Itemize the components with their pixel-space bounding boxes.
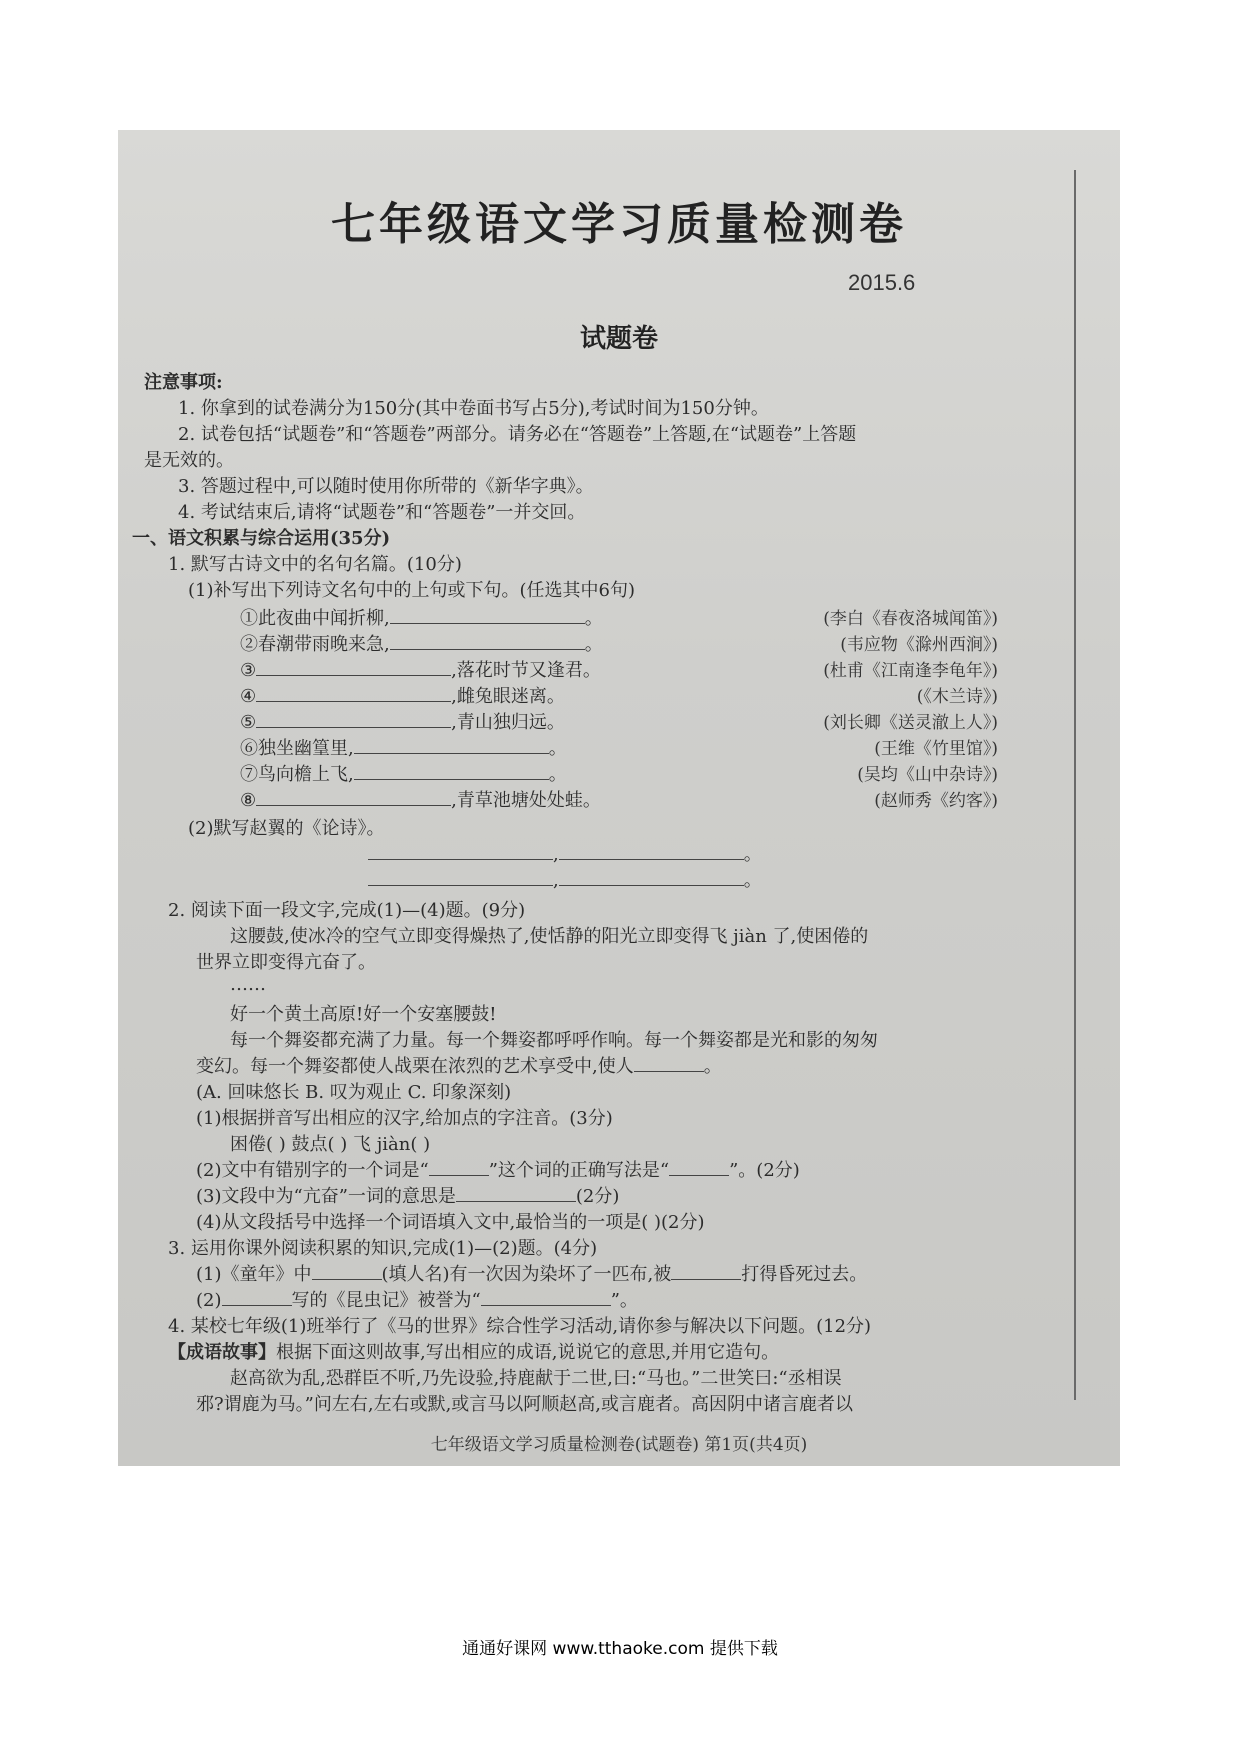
poem-source: (赵师秀《约客》) <box>874 791 998 811</box>
question-2-sub1-items: 困倦( ) 鼓点( ) 飞 jiàn( ) <box>230 1134 431 1155</box>
notes-item: 3. 答题过程中,可以随时使用你所带的《新华字典》。 <box>178 476 594 497</box>
notes-item: 是无效的。 <box>144 450 234 471</box>
passage-line: 每一个舞姿都充满了力量。每一个舞姿都呼呼作响。每一个舞姿都是光和影的匆匆 <box>230 1030 878 1051</box>
notes-heading: 注意事项: <box>144 372 223 393</box>
poem-source: (李白《春夜洛城闻笛》) <box>823 609 998 629</box>
question-2-sub4: (4)从文段括号中选择一个词语填入文中,最恰当的一项是( )(2分) <box>196 1212 705 1233</box>
question-4-stem: 4. 某校七年级(1)班举行了《马的世界》综合性学习活动,请你参与解决以下问题。(12分) <box>168 1316 872 1337</box>
page-footer: 七年级语文学习质量检测卷(试题卷) 第1页(共4页) <box>430 1435 808 1455</box>
answer-line: , 。 <box>368 840 762 866</box>
poem-line: ④ ,雌兔眼迷离。 <box>240 686 565 707</box>
story-line: 邪?谓鹿为马。”问左右,左右或默,或言马以阿顺赵高,或言鹿者。高因阴中诸言鹿者以 <box>196 1394 854 1415</box>
download-credit: 通通好课网 www.tthaoke.com 提供下载 <box>462 1639 778 1659</box>
poem-line: ⑧ ,青草池塘处处蛙。 <box>240 790 601 811</box>
passage-options: (A. 回味悠长 B. 叹为观止 C. 印象深刻) <box>196 1082 512 1103</box>
question-3-sub2: (2) 写的《昆虫记》被誉为“ ”。 <box>196 1290 638 1311</box>
passage-line: 这腰鼓,使冰冷的空气立即变得燥热了,使恬静的阳光立即变得飞 jiàn 了,使困倦的 <box>230 926 869 947</box>
question-1-part2: (2)默写赵翼的《论诗》。 <box>188 818 385 839</box>
question-3-stem: 3. 运用你课外阅读积累的知识,完成(1)—(2)题。(4分) <box>168 1238 598 1259</box>
question-1-part1: (1)补写出下列诗文名句中的上句或下句。(任选其中6句) <box>188 580 635 601</box>
notes-item: 2. 试卷包括“试题卷”和“答题卷”两部分。请务必在“答题卷”上答题,在“试题卷”上答题 <box>178 424 857 445</box>
poem-source: (《木兰诗》) <box>916 687 998 707</box>
poem-source: (杜甫《江南逢李龟年》) <box>823 661 998 681</box>
passage-ellipsis: …… <box>230 974 266 995</box>
poem-line: ②春潮带雨晚来急, 。 <box>240 634 603 655</box>
poem-source: (王维《竹里馆》) <box>874 739 998 759</box>
poem-source: (吴均《山中杂诗》) <box>857 765 998 785</box>
poem-source: (刘长卿《送灵澈上人》) <box>823 713 998 733</box>
question-2-sub3: (3)文段中为“亢奋”一词的意思是 (2分) <box>196 1186 620 1207</box>
exam-subtitle: 试题卷 <box>579 324 658 354</box>
question-2-sub2: (2)文中有错别字的一个词是“ ”这个词的正确写法是“ ”。(2分) <box>196 1160 800 1181</box>
poem-line: ⑥独坐幽篁里, 。 <box>240 738 567 759</box>
poem-line: ①此夜曲中闻折柳, 。 <box>240 608 603 629</box>
passage-line: 好一个黄土高原!好一个安塞腰鼓! <box>230 1004 497 1025</box>
section-heading: 一、语文积累与综合运用(35分) <box>132 528 391 549</box>
notes-item: 4. 考试结束后,请将“试题卷”和“答题卷”一并交回。 <box>178 502 586 523</box>
question-4-prompt: 【成语故事】根据下面这则故事,写出相应的成语,说说它的意思,并用它造句。 <box>168 1342 780 1363</box>
answer-line: , 。 <box>368 866 762 892</box>
question-1-stem: 1. 默写古诗文中的名句名篇。(10分) <box>168 554 462 575</box>
notes-item: 1. 你拿到的试卷满分为150分(其中卷面书写占5分),考试时间为150分钟。 <box>178 398 769 419</box>
poem-line: ⑤ ,青山独归远。 <box>240 712 565 733</box>
question-2-stem: 2. 阅读下面一段文字,完成(1)—(4)题。(9分) <box>168 900 526 921</box>
poem-source: (韦应物《滁州西涧》) <box>840 635 998 655</box>
passage-line: 世界立即变得亢奋了。 <box>196 952 376 973</box>
poem-line: ③ ,落花时节又逢君。 <box>240 660 601 681</box>
exam-date: 2015.6 <box>848 270 916 295</box>
exam-photo <box>118 130 1120 1466</box>
exam-title: 七年级语文学习质量检测卷 <box>331 199 907 250</box>
poem-line: ⑦鸟向檐上飞, 。 <box>240 764 567 785</box>
passage-line: 变幻。每一个舞姿都使人战栗在浓烈的艺术享受中,使人 。 <box>196 1056 722 1077</box>
question-3-sub1: (1)《童年》中 (填人名)有一次因为染坏了一匹布,被 打得昏死过去。 <box>196 1264 868 1285</box>
story-line: 赵高欲为乱,恐群臣不听,乃先设验,持鹿献于二世,曰:“马也。”二世笑曰:“丞相误 <box>230 1368 842 1389</box>
question-2-sub1: (1)根据拼音写出相应的汉字,给加点的字注音。(3分) <box>196 1108 613 1129</box>
